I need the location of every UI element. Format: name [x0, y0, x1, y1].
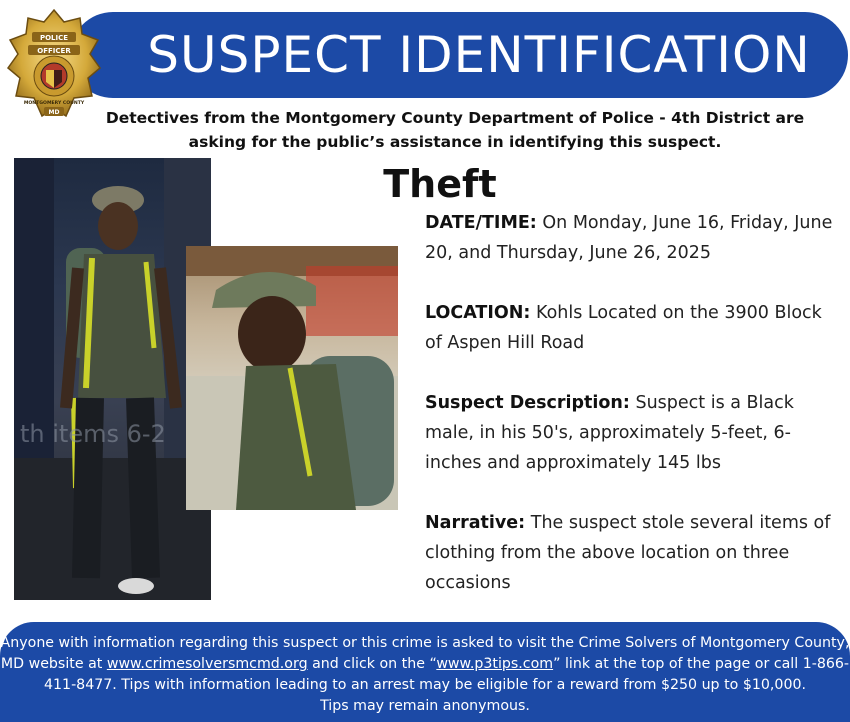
suspect-photo-full-body: [14, 158, 211, 600]
narrative-value: The suspect stole several items of clothing from the above location on three occasions: [425, 513, 831, 593]
description-label: Suspect Description:: [425, 393, 630, 413]
photo-overlay-text: th items 6-2: [20, 420, 166, 448]
footer-text-a: Anyone with information regarding this suspect or this crime is asked to visit the Crime Solvers of Montgomery County, MD website at: [0, 635, 850, 672]
datetime-value: On Monday, June 16, Friday, June 20, and Thursday, June 26, 2025: [425, 213, 833, 263]
suspect-photo-closeup: [186, 246, 398, 510]
location-section: [425, 298, 835, 358]
footer-text-c: ” link at the top of the page or call 1-866-411-8477. Tips with information leading to an arrest may be eligible for a reward from $250 up to $10,000.: [43, 656, 850, 693]
crime-solvers-link[interactable]: www.crimesolversmcmd.org: [106, 656, 308, 672]
case-title: Theft: [383, 162, 497, 206]
datetime-section: [425, 208, 835, 268]
subheading: [60, 106, 850, 154]
footer-text-d: Tips may remain anonymous.: [320, 698, 530, 714]
badge-text-state: MD: [48, 109, 60, 116]
case-details: [425, 208, 835, 628]
header-banner: [70, 12, 848, 98]
location-label: LOCATION:: [425, 303, 531, 323]
badge-text-county: MONTGOMERY COUNTY: [23, 101, 85, 106]
footer-text-b: and click on the “: [307, 656, 437, 672]
p3tips-link[interactable]: www.p3tips.com: [436, 656, 554, 672]
narrative-section: [425, 508, 835, 598]
subheading-line-1: Detectives from the Montgomery County Department of Police - 4th District are: [105, 109, 805, 127]
badge-text-mid: OFFICER: [37, 47, 71, 55]
footer-tip-banner: [0, 622, 850, 722]
narrative-label: Narrative:: [425, 513, 526, 533]
badge-text-top: POLICE: [39, 34, 69, 42]
location-value: Kohls Located on the 3900 Block of Aspen Hill Road: [425, 303, 822, 353]
page-title: SUSPECT IDENTIFICATION: [147, 26, 811, 84]
description-value: Suspect is a Black male, in his 50's, approximately 5-feet, 6-inches and approximately 145 lbs: [425, 393, 794, 473]
datetime-label: DATE/TIME:: [425, 213, 537, 233]
description-section: [425, 388, 835, 478]
subheading-line-2: asking for the public’s assistance in identifying this suspect.: [188, 133, 722, 151]
